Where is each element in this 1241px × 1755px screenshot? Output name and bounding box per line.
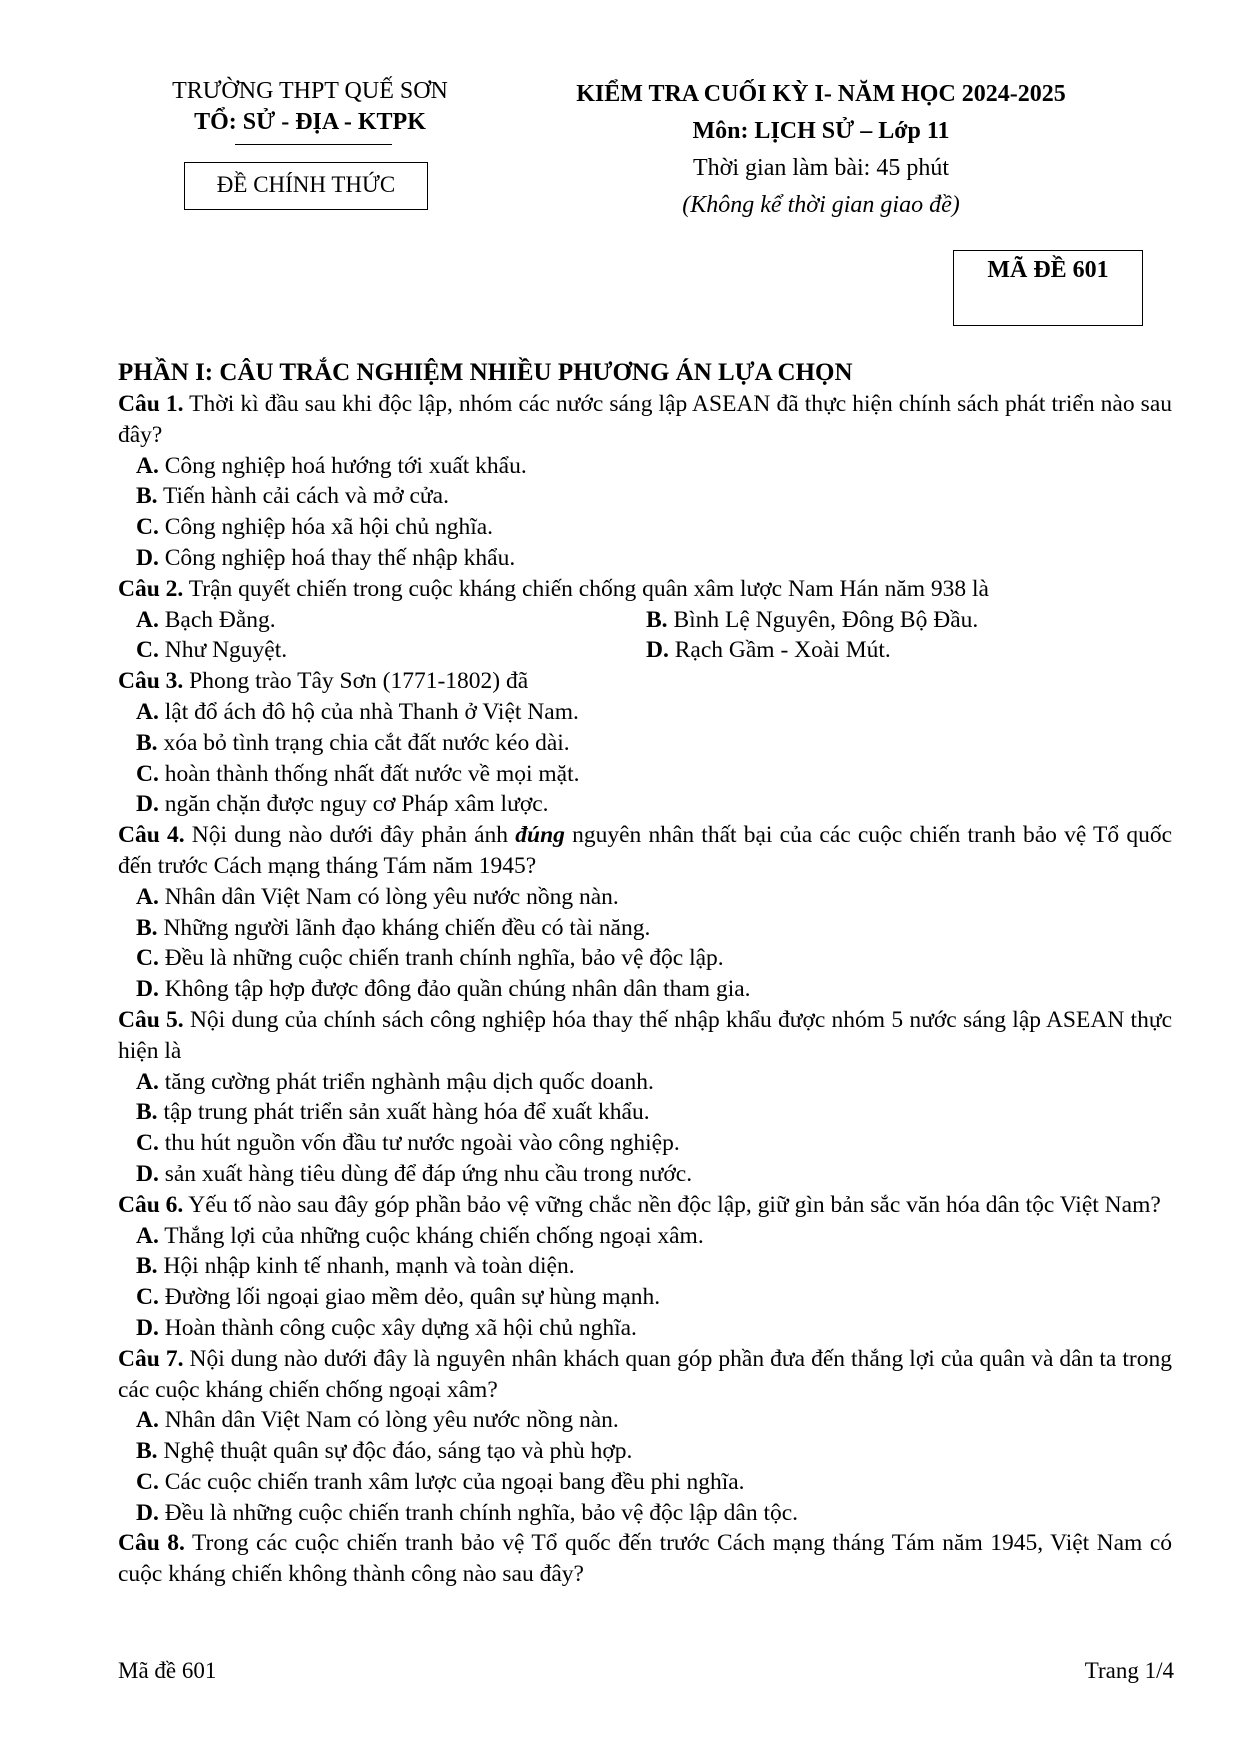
option-key: B. xyxy=(646,606,668,633)
option-text: tập trung phát triển sản xuất hàng hóa để xuất khẩu. xyxy=(157,1099,650,1126)
option-key: C. xyxy=(136,637,159,664)
option-text: Không tập hợp được đông đảo quần chúng nhân dân tham gia. xyxy=(158,976,751,1003)
question-number: Câu 6. xyxy=(118,1191,184,1218)
option-key: C. xyxy=(136,514,159,541)
school-header xyxy=(130,76,490,138)
option-4a xyxy=(118,882,1172,913)
question-text: Phong trào Tây Sơn (1771-1802) đã xyxy=(183,668,529,695)
option-text: Nhân dân Việt Nam có lòng yêu nước nồng nàn. xyxy=(158,1407,619,1434)
exam-subject: Môn: LỊCH SỬ – Lớp 11 xyxy=(692,118,950,144)
question-8 xyxy=(118,1528,1172,1590)
exam-content xyxy=(118,357,1172,1590)
footer-exam-code: Mã đề 601 xyxy=(118,1658,217,1683)
option-key: D. xyxy=(136,544,159,571)
option-text: Hoàn thành công cuộc xây dựng xã hội chủ nghĩa. xyxy=(158,1314,637,1341)
option-1a xyxy=(118,451,1172,482)
question-text: Thời kì đầu sau khi độc lập, nhóm các nước sáng lập ASEAN đã thực hiện chính sách phát triển nào sau đây? xyxy=(118,391,1172,448)
option-key: A. xyxy=(136,452,159,479)
exam-code: MÃ ĐỀ 601 xyxy=(953,250,1143,326)
question-3 xyxy=(118,666,1172,697)
question-6 xyxy=(118,1190,1172,1221)
option-text: Những người lãnh đạo kháng chiến đều có tài năng. xyxy=(157,914,651,941)
option-text: Tiến hành cải cách và mở cửa. xyxy=(157,483,449,510)
question-text: nguyên nhân thất bại của các cuộc chiến tranh bảo vệ Tổ quốc đến trước Cách mạng tháng Tám năm 1945? xyxy=(118,822,1173,879)
section-title: PHẦN I: CÂU TRẮC NGHIỆM NHIỀU PHƯƠNG ÁN LỰA CHỌN xyxy=(118,359,853,386)
department-name: TỔ: SỬ - ĐỊA - KTPK xyxy=(194,109,426,135)
option-7d xyxy=(118,1498,1172,1529)
option-key: A. xyxy=(136,1222,159,1249)
option-text: Công nghiệp hoá hướng tới xuất khẩu. xyxy=(158,452,527,479)
option-6a xyxy=(118,1221,1172,1252)
option-key: B. xyxy=(136,914,158,941)
question-number: Câu 2. xyxy=(118,575,184,602)
question-text: Nội dung nào dưới đây phản ánh xyxy=(184,822,516,849)
question-4 xyxy=(118,820,1172,882)
option-2a xyxy=(136,605,646,636)
option-key: D. xyxy=(136,791,159,818)
option-7b xyxy=(118,1436,1172,1467)
option-text: thu hút nguồn vốn đầu tư nước ngoài vào công nghiệp. xyxy=(158,1130,680,1157)
emphasis-text: đúng xyxy=(515,822,565,849)
option-text: Hội nhập kinh tế nhanh, mạnh và toàn diện. xyxy=(157,1253,575,1280)
question-number: Câu 1. xyxy=(118,391,184,417)
option-2c xyxy=(136,635,646,666)
option-key: B. xyxy=(136,1099,158,1126)
option-text: hoàn thành thống nhất đất nước về mọi mặt. xyxy=(158,760,580,787)
exam-title: KIỂM TRA CUỐI KỲ I- NĂM HỌC 2024-2025 xyxy=(576,81,1066,107)
option-key: A. xyxy=(136,1068,159,1095)
option-key: D. xyxy=(136,976,159,1003)
option-4c xyxy=(118,943,1172,974)
option-key: C. xyxy=(136,1130,159,1157)
exam-note: (Không kể thời gian giao đề) xyxy=(682,192,960,218)
option-2b xyxy=(646,605,1156,636)
option-1d xyxy=(118,543,1172,574)
question-number: Câu 4. xyxy=(118,822,185,849)
option-text: sản xuất hàng tiêu dùng để đáp ứng nhu cầu trong nước. xyxy=(158,1160,693,1187)
option-text: Bạch Đằng. xyxy=(158,606,276,633)
option-text: Nhân dân Việt Nam có lòng yêu nước nồng nàn. xyxy=(158,883,619,910)
option-2d xyxy=(646,635,1156,666)
option-text: Thắng lợi của những cuộc kháng chiến chống ngoại xâm. xyxy=(158,1222,704,1249)
option-key: C. xyxy=(136,1284,159,1311)
question-number: Câu 8. xyxy=(118,1530,185,1557)
option-key: B. xyxy=(136,729,158,756)
option-text: tăng cường phát triển nghành mậu dịch quốc doanh. xyxy=(158,1068,654,1095)
option-key: D. xyxy=(646,637,669,664)
footer-page-number: Trang 1/4 xyxy=(1084,1658,1174,1683)
option-7a xyxy=(118,1405,1172,1436)
option-text: ngăn chặn được nguy cơ Pháp xâm lược. xyxy=(158,791,549,818)
option-row-2ab xyxy=(118,605,1172,636)
option-key: B. xyxy=(136,1438,158,1465)
option-1b xyxy=(118,481,1172,512)
option-key: A. xyxy=(136,883,159,910)
option-text: Rạch Gầm - Xoài Mút. xyxy=(668,637,891,664)
question-number: Câu 7. xyxy=(118,1345,184,1372)
school-name: TRƯỜNG THPT QUẾ SƠN xyxy=(172,78,448,104)
option-key: D. xyxy=(136,1160,159,1187)
option-text: Đều là những cuộc chiến tranh chính nghĩa, bảo vệ độc lập dân tộc. xyxy=(158,1499,799,1526)
option-text: Đều là những cuộc chiến tranh chính nghĩa, bảo vệ độc lập. xyxy=(158,945,724,972)
option-key: C. xyxy=(136,1468,159,1495)
option-key: B. xyxy=(136,483,158,510)
option-key: D. xyxy=(136,1314,159,1341)
question-text: Trong các cuộc chiến tranh bảo vệ Tổ quốc đến trước Cách mạng tháng Tám năm 1945, Việt Nam có cuộc kháng chiến không thành công nào sau đây? xyxy=(118,1530,1172,1588)
option-5b xyxy=(118,1097,1172,1128)
option-key: A. xyxy=(136,698,159,725)
question-text: Trận quyết chiến trong cuộc kháng chiến chống quân xâm lược Nam Hán năm 938 là xyxy=(183,575,989,602)
option-6b xyxy=(118,1251,1172,1282)
option-text: Nghệ thuật quân sự độc đáo, sáng tạo và phù hợp. xyxy=(157,1438,633,1465)
option-text: Bình Lệ Nguyên, Đông Bộ Đầu. xyxy=(667,606,979,633)
option-text: xóa bỏ tình trạng chia cắt đất nước kéo dài. xyxy=(157,729,570,756)
option-key: A. xyxy=(136,606,159,633)
option-3c xyxy=(118,759,1172,790)
question-text: Yếu tố nào sau đây góp phần bảo vệ vững chắc nền độc lập, giữ gìn bản sắc văn hóa dân tộc Việt Nam? xyxy=(183,1191,1161,1218)
option-3d xyxy=(118,789,1172,820)
option-5a xyxy=(118,1067,1172,1098)
option-4b xyxy=(118,913,1172,944)
option-key: B. xyxy=(136,1253,158,1280)
option-text: Đường lối ngoại giao mềm dẻo, quân sự hùng mạnh. xyxy=(158,1284,661,1311)
option-text: lật đổ ách đô hộ của nhà Thanh ở Việt Nam. xyxy=(158,698,579,725)
question-number: Câu 5. xyxy=(118,1006,184,1033)
question-7 xyxy=(118,1344,1172,1406)
exam-duration: Thời gian làm bài: 45 phút xyxy=(693,155,949,181)
option-key: C. xyxy=(136,760,159,787)
option-text: Công nghiệp hoá thay thế nhập khẩu. xyxy=(158,544,516,571)
option-6d xyxy=(118,1313,1172,1344)
option-text: Công nghiệp hóa xã hội chủ nghĩa. xyxy=(158,514,494,541)
option-key: C. xyxy=(136,945,159,972)
header-divider xyxy=(235,144,392,145)
question-text: Nội dung của chính sách công nghiệp hóa thay thế nhập khẩu được nhóm 5 nước sáng lập ASEAN thực hiện là xyxy=(118,1006,1173,1064)
option-5c xyxy=(118,1128,1172,1159)
official-label: ĐỀ CHÍNH THỨC xyxy=(184,162,428,210)
question-number: Câu 3. xyxy=(118,668,184,695)
option-3b xyxy=(118,728,1172,759)
question-2 xyxy=(118,574,1172,605)
option-3a xyxy=(118,697,1172,728)
exam-header xyxy=(538,76,1104,224)
option-5d xyxy=(118,1159,1172,1190)
option-text: Các cuộc chiến tranh xâm lược của ngoại bang đều phi nghĩa. xyxy=(158,1468,745,1495)
option-1c xyxy=(118,512,1172,543)
option-key: A. xyxy=(136,1407,159,1434)
question-text: Nội dung nào dưới đây là nguyên nhân khách quan góp phần đưa đến thắng lợi của quân và dân ta trong các cuộc kháng chiến chống ngoại xâm? xyxy=(118,1345,1172,1403)
option-4d xyxy=(118,974,1172,1005)
question-5 xyxy=(118,1005,1172,1067)
question-1 xyxy=(118,389,1172,451)
option-6c xyxy=(118,1282,1172,1313)
option-row-2cd xyxy=(118,635,1172,666)
option-text: Như Nguyệt. xyxy=(158,637,288,664)
option-key: D. xyxy=(136,1499,159,1526)
option-7c xyxy=(118,1467,1172,1498)
